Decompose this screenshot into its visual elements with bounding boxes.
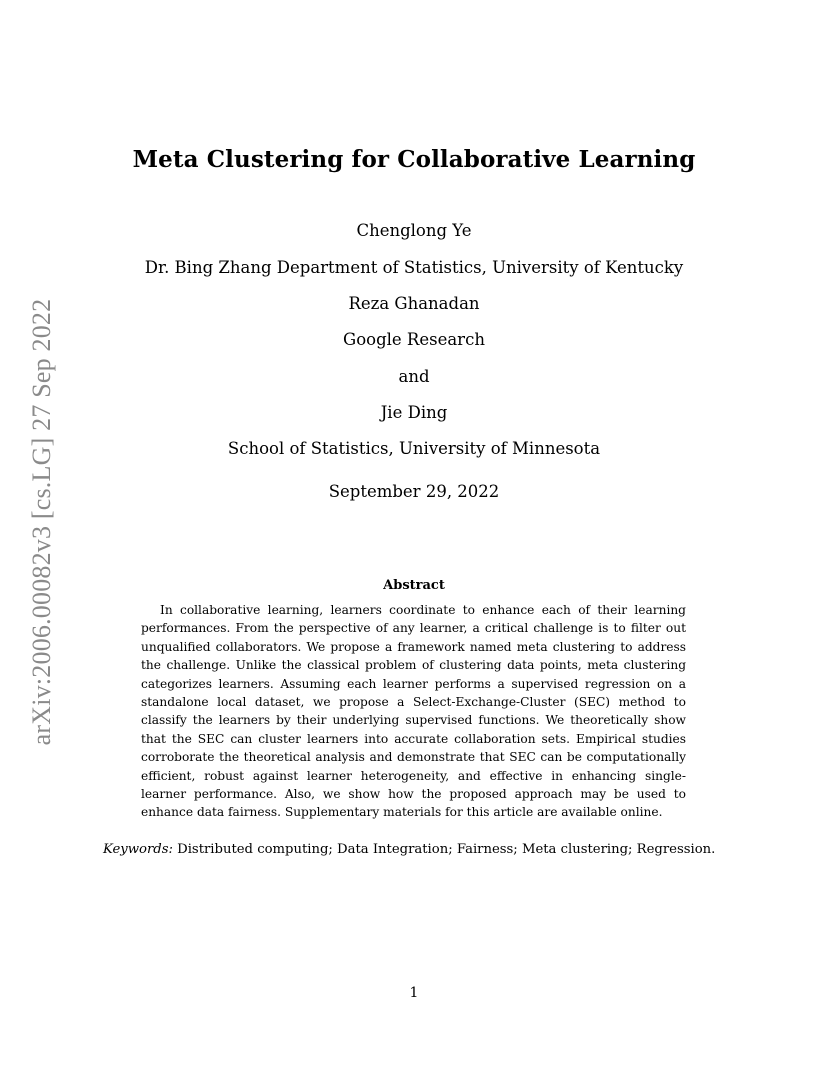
author-affiliation-2: Google Research xyxy=(343,330,485,349)
author-name-2: Reza Ghanadan xyxy=(348,294,480,313)
author-conjunction: and xyxy=(398,367,430,386)
abstract-heading: Abstract xyxy=(383,578,445,593)
author-affiliation-1: Dr. Bing Zhang Department of Statistics, University of Kentucky xyxy=(144,258,684,277)
paper-title: Meta Clustering for Collaborative Learning xyxy=(132,146,696,173)
keywords-text: Distributed computing; Data Integration; Fairness; Meta clustering; Regression. xyxy=(177,842,716,857)
abstract-body: In collaborative learning, learners coordinate to enhance each of their learning performances. From the perspective of any learner, a critical challenge is to filter out unqualified collaborators. We propose a framework named meta clustering to address the challenge. Unlike the classical problem of clustering data points, meta clustering categorizes learners. Assuming each learner performs a supervised regression on a standalone local dataset, we propose a Select-Exchange-Cluster (SEC) method to classify the learners by their underlying supervised functions. We theoretically show that the SEC can cluster learners into accurate collaboration sets. Empirical studies corroborate the theoretical analysis and demonstrate that SEC can be computationally efficient, robust against learner heterogeneity, and effective in enhancing single-learner performance. Also, we show how the proposed approach may be used to enhance data fairness. Supplementary materials for this article are available online. xyxy=(141,603,686,820)
arxiv-identifier-stamp: arXiv:2006.00082v3 [cs.LG] 27 Sep 2022 xyxy=(27,298,56,746)
keywords-line xyxy=(103,842,743,857)
publication-date: September 29, 2022 xyxy=(328,482,500,501)
author-name-1: Chenglong Ye xyxy=(356,221,472,240)
author-affiliation-3: School of Statistics, University of Minnesota xyxy=(227,439,601,458)
page-number: 1 xyxy=(409,985,419,1001)
author-name-3: Jie Ding xyxy=(380,403,448,422)
keywords-label: Keywords: xyxy=(103,842,173,857)
